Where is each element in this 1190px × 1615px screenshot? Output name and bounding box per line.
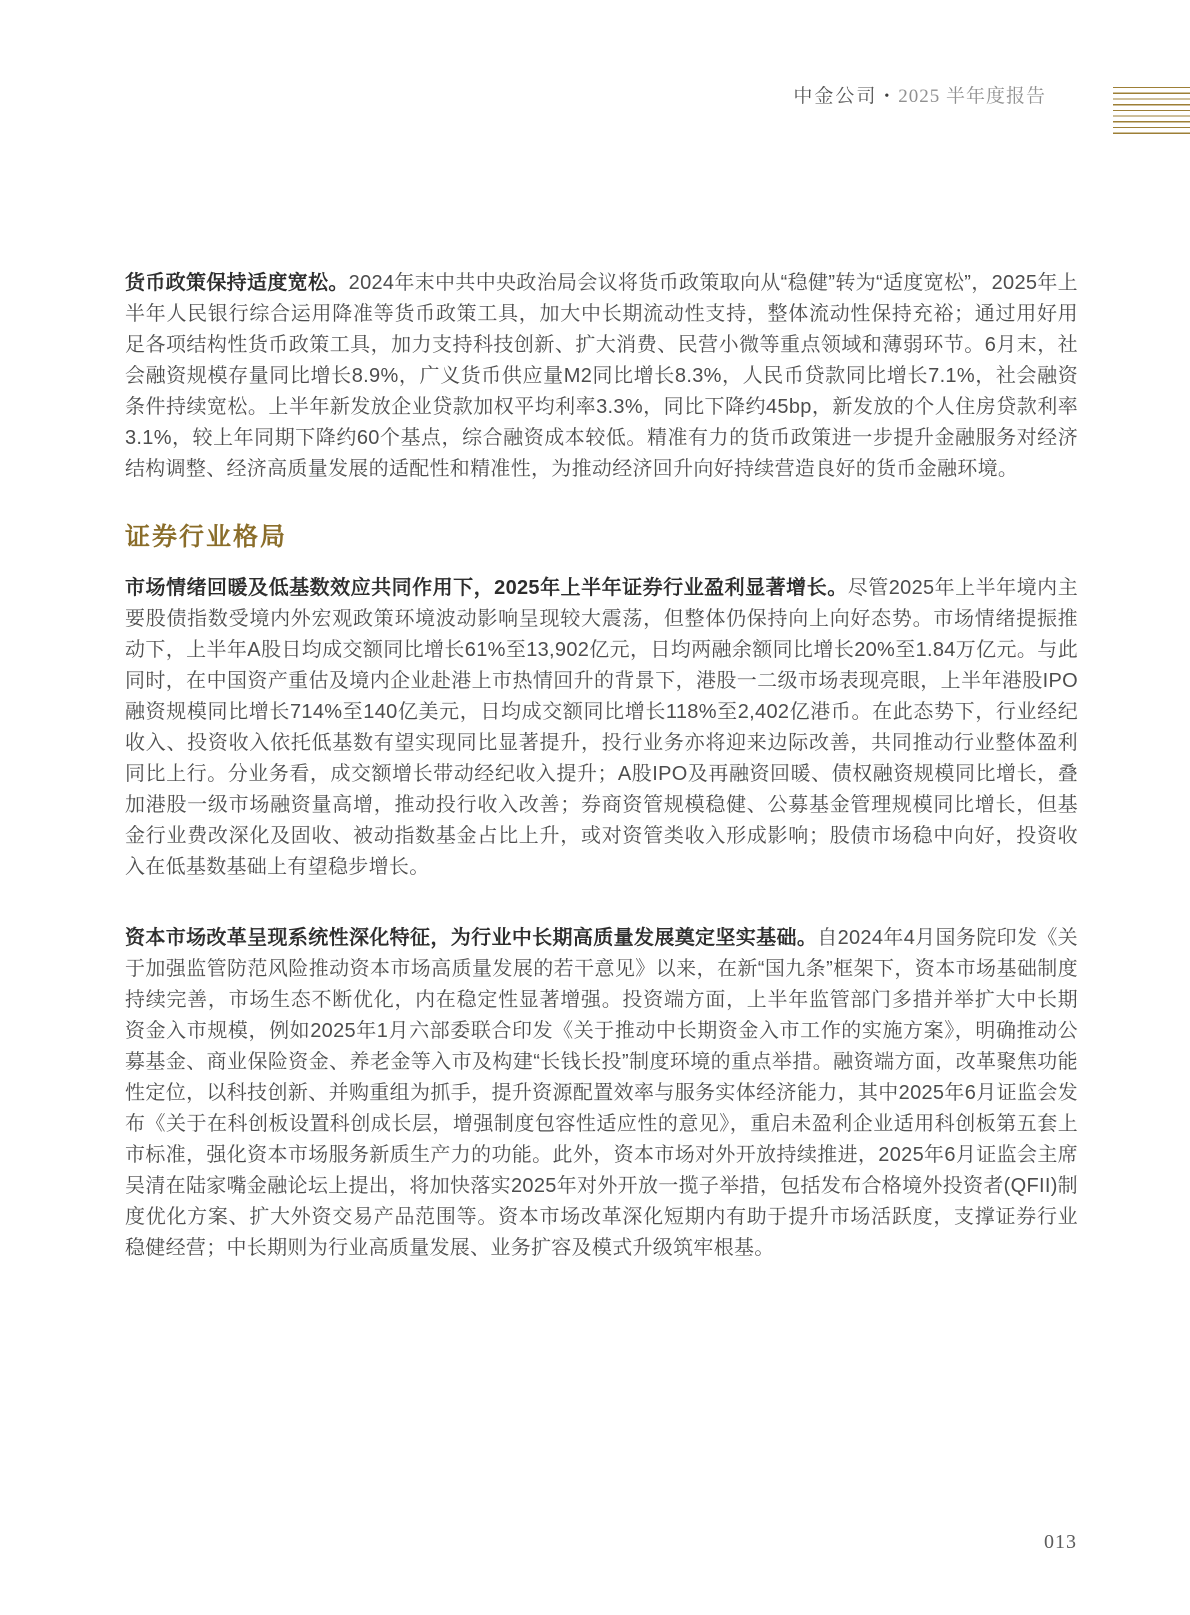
paragraph-lead: 货币政策保持适度宽松。 (125, 272, 349, 294)
bullet-separator-icon: • (884, 89, 890, 104)
brand-name: 中金公司 (793, 86, 878, 107)
section-heading-securities-industry: 证券行业格局 (125, 523, 288, 551)
paragraph-monetary-policy (125, 268, 1078, 485)
paragraph-lead: 市场情绪回暖及低基数效应共同作用下，2025年上半年证券行业盈利显著增长。 (125, 577, 848, 599)
running-head (793, 86, 1046, 108)
gold-lines-decoration-icon (1113, 87, 1190, 134)
paragraph-lead: 资本市场改革呈现系统性深化特征，为行业中长期高质量发展奠定坚实基础。 (125, 927, 818, 949)
page-content (125, 268, 1078, 1264)
page-header (0, 86, 1190, 136)
paragraph-body: 自2024年4月国务院印发《关于加强监管防范风险推动资本市场高质量发展的若干意见》以来，在新“国九条”框架下，资本市场基础制度持续完善，市场生态不断优化，内在稳定性显著增强。投资端方面，上半年监管部门多措并举扩大中长期资金入市规模，例如2025年1月六部委联合印发《关于推动中长期资金入市工作的实施方案》，明确推动公募基金、商业保险资金、养老金等入市及构建“长钱长投”制度环境的重点举措。融资端方面，改革聚焦功能性定位，以科技创新、并购重组为抓手，提升资源配置效率与服务实体经济能力，其中2025年6月证监会发布《关于在科创板设置科创成长层，增强制度包容性适应性的意见》，重启未盈利企业适用科创板第五套上市标准，强化资本市场服务新质生产力的功能。此外，资本市场对外开放持续推进，2025年6月证监会主席吴清在陆家嘴金融论坛上提出，将加快落实2025年对外开放一揽子举措，包括发布合格境外投资者(QFII)制度优化方案、扩大外资交易产品范围等。资本市场改革深化短期内有助于提升市场活跃度，支撑证券行业稳健经营；中长期则为行业高质量发展、业务扩容及模式升级筑牢根基。 (125, 927, 1078, 1259)
paragraph-body: 尽管2025年上半年境内主要股债指数受境内外宏观政策环境波动影响呈现较大震荡，但整体仍保持向上向好态势。市场情绪提振推动下，上半年A股日均成交额同比增长61%至13,902亿元，日均两融余额同比增长20%至1.84万亿元。与此同时，在中国资产重估及境内企业赴港上市热情回升的背景下，港股一二级市场表现亮眼，上半年港股IPO融资规模同比增长714%至140亿美元，日均成交额同比增长118%至2,402亿港币。在此态势下，行业经纪收入、投资收入依托低基数有望实现同比显著提升，投行业务亦将迎来边际改善，共同推动行业整体盈利同比上行。分业务看，成交额增长带动经纪收入提升；A股IPO及再融资回暖、债权融资规模同比增长，叠加港股一级市场融资量高增，推动投行收入改善；券商资管规模稳健、公募基金管理规模同比增长，但基金行业费改深化及固收、被动指数基金占比上升，或对资管类收入形成影响；股债市场稳中向好，投资收入在低基数基础上有望稳步增长。 (125, 577, 1078, 878)
page-number: 013 (1044, 1531, 1077, 1553)
paragraph-industry-earnings (125, 573, 1078, 883)
paragraph-body: 2024年末中共中央政治局会议将货币政策取向从“稳健”转为“适度宽松”，2025年上半年人民银行综合运用降准等货币政策工具，加大中长期流动性支持，整体流动性保持充裕；通过用好用足各项结构性货币政策工具，加力支持科技创新、扩大消费、民营小微等重点领域和薄弱环节。6月末，社会融资规模存量同比增长8.9%，广义货币供应量M2同比增长8.3%，人民币贷款同比增长7.1%，社会融资条件持续宽松。上半年新发放企业贷款加权平均利率3.3%，同比下降约45bp，新发放的个人住房贷款利率3.1%，较上年同期下降约60个基点，综合融资成本较低。精准有力的货币政策进一步提升金融服务对经济结构调整、经济高质量发展的适配性和精准性，为推动经济回升向好持续营造良好的货币金融环境。 (125, 272, 1078, 480)
paragraph-capital-market-reform (125, 923, 1078, 1264)
report-title: 2025 半年度报告 (898, 86, 1046, 107)
